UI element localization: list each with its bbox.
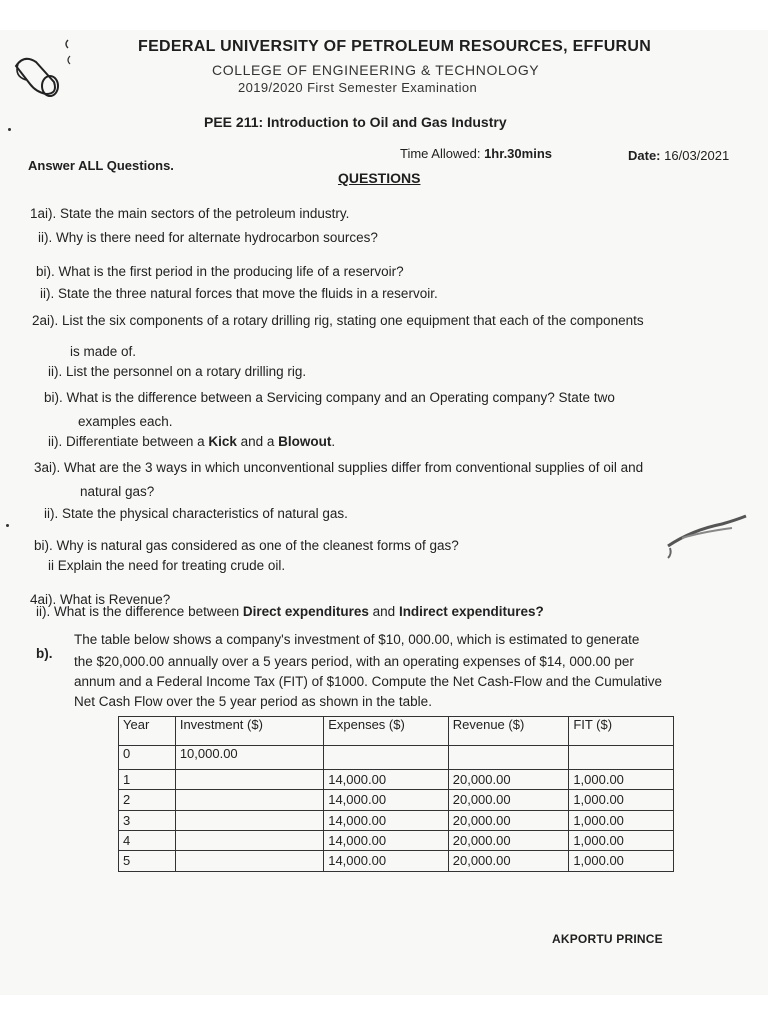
cell-revenue: 20,000.00 — [448, 851, 569, 872]
question-3bii: ii Explain the need for treating crude oil. — [48, 558, 286, 573]
question-2bii-text: ii). Differentiate between a — [48, 434, 209, 449]
table-row — [119, 851, 674, 872]
cell-year: 2 — [119, 790, 176, 810]
question-4ai: 4ai). What is Revenue? — [30, 592, 171, 607]
cell-expenses: 14,000.00 — [324, 769, 449, 789]
col-header-revenue: Revenue ($) — [448, 717, 569, 746]
author-name: AKPORTU PRINCE — [552, 932, 663, 946]
cell-investment: 10,000.00 — [175, 746, 323, 770]
col-header-year: Year — [119, 717, 176, 746]
time-label: Time Allowed: — [400, 146, 481, 161]
question-4b-label: b). — [36, 646, 53, 661]
cell-fit: 1,000.00 — [569, 769, 674, 789]
table-row — [119, 831, 674, 851]
cell-expenses: 14,000.00 — [324, 851, 449, 872]
question-4aii — [36, 604, 544, 619]
cell-fit: 1,000.00 — [569, 790, 674, 810]
cell-expenses: 14,000.00 — [324, 810, 449, 830]
question-2bi-cont: examples each. — [78, 414, 173, 429]
college-name: COLLEGE OF ENGINEERING & TECHNOLOGY — [212, 62, 540, 78]
cell-investment — [175, 769, 323, 789]
page-margin — [0, 995, 768, 1024]
term-kick: Kick — [208, 434, 237, 449]
question-1aii: ii). Why is there need for alternate hydrocarbon sources? — [38, 230, 378, 245]
table-row — [119, 746, 674, 770]
question-2ai-cont: is made of. — [70, 344, 137, 359]
cell-fit: 1,000.00 — [569, 810, 674, 830]
exam-session: 2019/2020 First Semester Examination — [238, 80, 478, 95]
question-2ai: 2ai). List the six components of a rotary drilling rig, stating one equipment that each of the components — [32, 313, 644, 328]
question-4aii-text: ii). What is the difference between — [36, 604, 243, 619]
cell-revenue — [448, 746, 569, 770]
question-2bii-text-mid: and a — [236, 434, 279, 449]
table-row — [119, 769, 674, 789]
time-value: 1hr.30mins — [484, 146, 552, 161]
cell-revenue: 20,000.00 — [448, 790, 569, 810]
term-indirect-expenditures: Indirect expenditures? — [398, 604, 544, 619]
col-header-investment: Investment ($) — [175, 717, 323, 746]
cell-year: 3 — [119, 810, 176, 830]
col-header-fit: FIT ($) — [569, 717, 674, 746]
date-label: Date: — [628, 148, 661, 163]
cell-expenses: 14,000.00 — [324, 790, 449, 810]
cell-investment — [175, 790, 323, 810]
question-2bi: bi). What is the difference between a Servicing company and an Operating company? State two — [44, 390, 615, 405]
question-1bi: bi). What is the first period in the producing life of a reservoir? — [36, 264, 404, 279]
question-4b-line1: The table below shows a company's investment of $10, 000.00, which is estimated to generate — [74, 632, 640, 647]
cell-year: 4 — [119, 831, 176, 851]
cell-fit: 1,000.00 — [569, 851, 674, 872]
term-direct-expenditures: Direct expenditures — [242, 604, 369, 619]
table-header-row — [119, 717, 674, 746]
question-1bii: ii). State the three natural forces that move the fluids in a reservoir. — [40, 286, 438, 301]
cell-expenses: 14,000.00 — [324, 831, 449, 851]
question-3ai-cont: natural gas? — [80, 484, 155, 499]
cell-fit: 1,000.00 — [569, 831, 674, 851]
cell-year: 1 — [119, 769, 176, 789]
answer-instruction: Answer ALL Questions. — [28, 158, 174, 173]
university-logo-icon — [6, 36, 86, 106]
question-3aii: ii). State the physical characteristics of natural gas. — [44, 506, 348, 521]
question-1ai: 1ai). State the main sectors of the petroleum industry. — [30, 206, 350, 221]
university-name: FEDERAL UNIVERSITY OF PETROLEUM RESOURCES, EFFURUN — [138, 38, 652, 55]
time-allowed — [400, 146, 552, 161]
cell-fit — [569, 746, 674, 770]
question-3ai: 3ai). What are the 3 ways in which unconventional supplies differ from conventional supplies of oil and — [34, 460, 644, 475]
date-value: 16/03/2021 — [664, 148, 730, 163]
table-row — [119, 810, 674, 830]
questions-heading: QUESTIONS — [338, 170, 421, 186]
question-4b-line3: annum and a Federal Income Tax (FIT) of $1000. Compute the Net Cash-Flow and the Cumulative — [74, 674, 663, 689]
question-4b-line4: Net Cash Flow over the 5 year period as shown in the table. — [74, 694, 432, 709]
col-header-expenses: Expenses ($) — [324, 717, 449, 746]
cell-expenses — [324, 746, 449, 770]
cell-revenue: 20,000.00 — [448, 810, 569, 830]
cell-investment — [175, 810, 323, 830]
cashflow-table — [118, 716, 674, 872]
question-4b-line2: the $20,000.00 annually over a 5 years period, with an operating expenses of $14, 000.00 per — [74, 654, 634, 669]
cell-year: 5 — [119, 851, 176, 872]
question-2bii-text-end: . — [331, 434, 336, 449]
cell-year: 0 — [119, 746, 176, 770]
cell-investment — [175, 831, 323, 851]
term-blowout: Blowout — [278, 434, 332, 449]
scan-speck — [6, 524, 9, 527]
question-3bi: bi). Why is natural gas considered as one of the cleanest forms of gas? — [34, 538, 459, 553]
cell-revenue: 20,000.00 — [448, 769, 569, 789]
course-title: PEE 211: Introduction to Oil and Gas Industry — [204, 114, 507, 130]
question-2bii — [48, 434, 335, 449]
signature-mark — [662, 510, 752, 560]
cell-revenue: 20,000.00 — [448, 831, 569, 851]
question-2aii: ii). List the personnel on a rotary drilling rig. — [48, 364, 307, 379]
scan-speck — [8, 128, 11, 131]
table-row — [119, 790, 674, 810]
cell-investment — [175, 851, 323, 872]
exam-date — [628, 148, 729, 163]
question-4aii-text-mid: and — [368, 604, 399, 619]
